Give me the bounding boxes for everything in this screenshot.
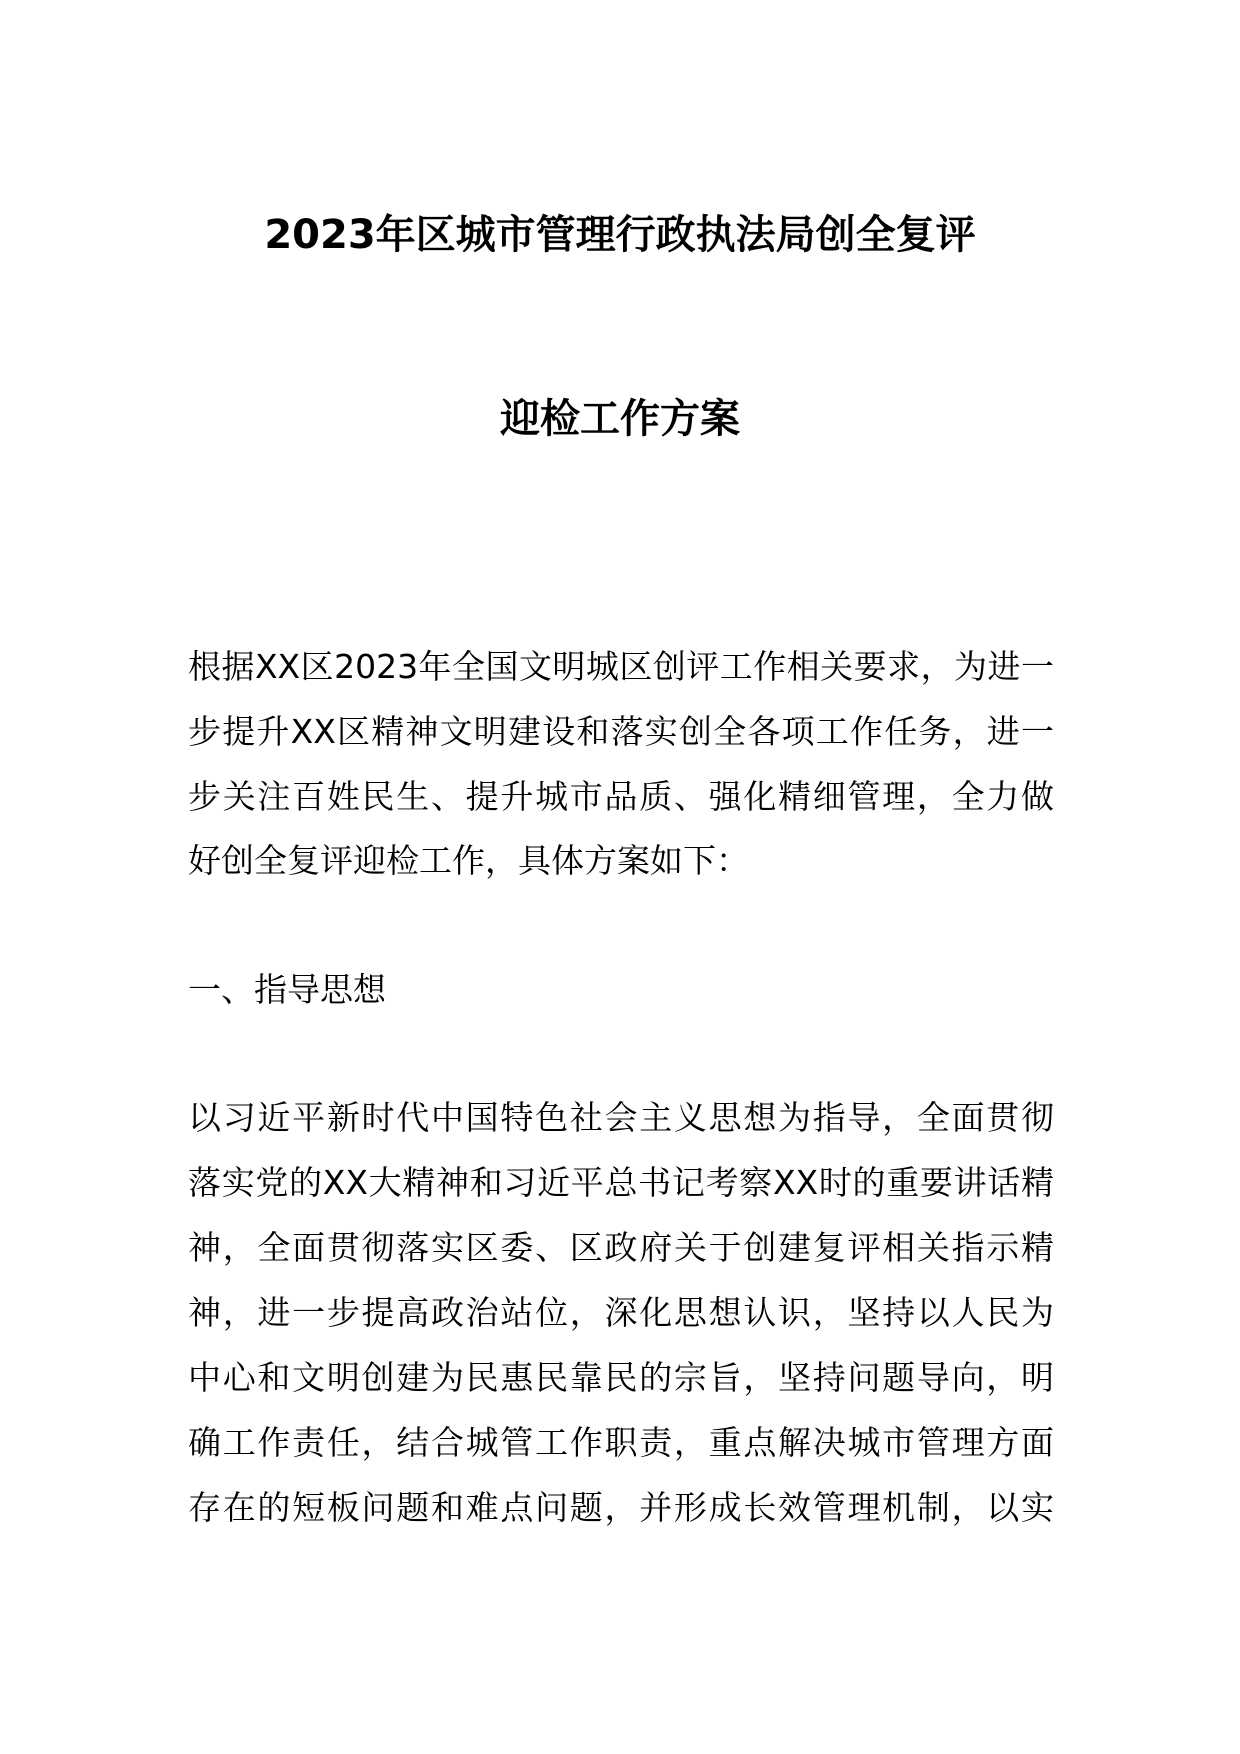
paragraph-line: 落实党的XX大精神和习近平总书记考察XX时的重要讲话精 bbox=[188, 1163, 1054, 1202]
document-title-line-1: 2023年区城市管理行政执法局创全复评 bbox=[264, 212, 976, 258]
paragraph-line: 确工作责任，结合城管工作职责，重点解决城市管理方面 bbox=[188, 1423, 1054, 1462]
paragraph-line: 中心和文明创建为民惠民靠民的宗旨，坚持问题导向，明 bbox=[188, 1358, 1054, 1397]
paragraph-line: 以习近平新时代中国特色社会主义思想为指导，全面贯彻 bbox=[188, 1098, 1054, 1137]
section-heading: 一、指导思想 bbox=[188, 970, 386, 1009]
paragraph-line: 神，全面贯彻落实区委、区政府关于创建复评相关指示精 bbox=[188, 1228, 1054, 1267]
paragraph-line: 存在的短板问题和难点问题，并形成长效管理机制，以实 bbox=[188, 1488, 1054, 1527]
document-title-line-2: 迎检工作方案 bbox=[500, 396, 740, 442]
paragraph-line: 神，进一步提高政治站位，深化思想认识，坚持以人民为 bbox=[188, 1293, 1054, 1332]
paragraph-line: 步关注百姓民生、提升城市品质、强化精细管理，全力做 bbox=[188, 777, 1054, 816]
paragraph-line: 根据XX区2023年全国文明城区创评工作相关要求，为进一 bbox=[188, 647, 1054, 686]
paragraph-line: 好创全复评迎检工作，具体方案如下： bbox=[188, 841, 749, 880]
paragraph-line: 步提升XX区精神文明建设和落实创全各项工作任务，进一 bbox=[188, 712, 1054, 751]
